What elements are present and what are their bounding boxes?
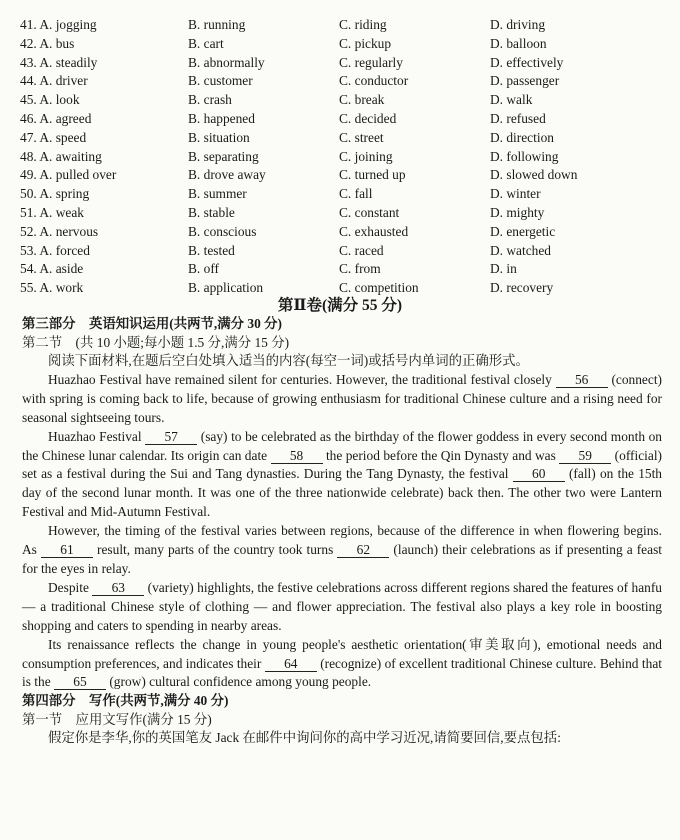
option-cell: B. application xyxy=(188,280,264,296)
section4-heading: 第四部分 写作(共两节,满分 40 分) xyxy=(22,693,229,709)
option-cell: B. customer xyxy=(188,73,253,89)
option-row xyxy=(20,35,660,54)
option-cell: 54. A. aside xyxy=(20,261,84,277)
passage-paragraph xyxy=(22,371,662,428)
option-row xyxy=(20,129,660,148)
passage-paragraph xyxy=(22,579,662,636)
option-cell: 47. A. speed xyxy=(20,129,87,145)
option-row xyxy=(20,72,660,91)
passage-text: Its renaissance reflects the change in young people's aesthetic orientation(审美取向), emotional needs and consumption preferences, and indicates their xyxy=(22,636,662,671)
option-cell: 50. A. spring xyxy=(20,186,90,202)
option-cell: B. summer xyxy=(188,186,247,202)
option-cell: 46. A. agreed xyxy=(20,110,92,126)
blank-56[interactable]: 56 xyxy=(556,372,608,388)
option-cell: C. regularly xyxy=(339,54,403,70)
option-cell: C. conductor xyxy=(339,73,409,89)
option-row xyxy=(20,110,660,129)
passage-text: (grow) cultural confidence among young people. xyxy=(106,674,372,690)
option-cell: B. abnormally xyxy=(188,54,265,70)
option-cell: C. decided xyxy=(339,110,397,126)
option-cell: D. slowed down xyxy=(490,167,578,183)
blank-59[interactable]: 59 xyxy=(559,448,611,464)
passage-text: (say) to be celebrated as the birthday of the flower goddess in every second month on the Chinese lunar calendar. Its origin can date xyxy=(22,428,662,463)
passage-text: (connect) with spring is coming back to life, because of growing enthusiasm for traditional Chinese culture and a rising need for seasonal sightseeing tours. xyxy=(22,371,662,425)
section3-heading: 第三部分 英语知识运用(共两节,满分 30 分) xyxy=(22,316,282,331)
blank-64[interactable]: 64 xyxy=(265,656,317,672)
section3-subheading: 第二节 (共 10 小题;每小题 1.5 分,满分 15 分) xyxy=(22,334,290,350)
passage-paragraph xyxy=(22,522,662,579)
instruction: 阅读下面材料,在题后空白处填入适当的内容(每空一词)或括号内单词的正确形式。 xyxy=(48,353,529,368)
option-cell: D. effectively xyxy=(490,54,564,70)
option-row xyxy=(20,54,660,73)
option-cell: C. raced xyxy=(339,242,384,258)
option-cell: C. from xyxy=(339,261,381,277)
passage-text: the period before the Qin Dynasty and was xyxy=(322,447,560,463)
passage-text: Huazhao Festival have remained silent for centuries. However, the traditional festival closely xyxy=(48,371,556,387)
option-cell: C. riding xyxy=(339,17,387,32)
option-cell: B. stable xyxy=(188,204,235,220)
option-cell: 44. A. driver xyxy=(20,73,88,89)
option-cell: 55. A. work xyxy=(20,280,84,296)
option-cell: D. passenger xyxy=(490,73,560,89)
passage-text: result, many parts of the country took turns xyxy=(92,542,338,558)
blank-65[interactable]: 65 xyxy=(54,674,106,690)
option-cell: D. direction xyxy=(490,129,554,145)
option-cell: 51. A. weak xyxy=(20,204,84,220)
option-cell: D. in xyxy=(490,261,517,277)
option-row xyxy=(20,185,660,204)
option-cell: C. fall xyxy=(339,186,373,202)
section4-subheading: 第一节 应用文写作(满分 15 分) xyxy=(22,711,212,727)
option-cell: C. pickup xyxy=(339,35,392,51)
option-cell: C. constant xyxy=(339,204,400,220)
blank-61[interactable]: 61 xyxy=(41,542,93,558)
option-row xyxy=(20,242,660,261)
option-cell: C. joining xyxy=(339,148,393,164)
option-cell: B. running xyxy=(188,17,246,32)
passage-text: However, the timing of the festival varies between regions, because of the difference in when flowering begins. As xyxy=(22,523,662,558)
option-row xyxy=(20,166,660,185)
option-cell: D. energetic xyxy=(490,223,556,239)
passage-paragraph xyxy=(22,428,662,523)
option-cell: D. driving xyxy=(490,17,546,32)
option-cell: 48. A. awaiting xyxy=(20,148,102,164)
option-row xyxy=(20,148,660,167)
option-row xyxy=(20,260,660,279)
blank-63[interactable]: 63 xyxy=(92,580,144,596)
option-cell: D. walk xyxy=(490,92,533,108)
option-cell: C. turned up xyxy=(339,167,406,183)
option-cell: D. mighty xyxy=(490,204,545,220)
blank-62[interactable]: 62 xyxy=(337,542,389,558)
option-cell: D. refused xyxy=(490,110,546,126)
option-cell: C. street xyxy=(339,129,384,145)
passage-text: (launch) their celebrations as if presenting a feast for the eyes in relay. xyxy=(22,542,662,576)
passage-text: (variety) highlights, the festive celebrations across different regions shared the features of hanfu — a traditional Chinese style of clothing — and flower appreciation. The festival also plays a key role in boosting shopping and caters to spending in nearby areas. xyxy=(22,579,662,633)
option-cell: C. competition xyxy=(339,280,419,296)
option-cell: B. cart xyxy=(188,35,224,51)
option-cell: B. happened xyxy=(188,110,255,126)
option-cell: 45. A. look xyxy=(20,92,80,108)
option-cell: B. conscious xyxy=(188,223,257,239)
passage-text: Despite xyxy=(48,579,93,595)
option-cell: D. following xyxy=(490,148,559,164)
option-cell: B. separating xyxy=(188,148,259,164)
option-cell: C. exhausted xyxy=(339,223,409,239)
option-cell: D. winter xyxy=(490,186,541,202)
option-cell: 42. A. bus xyxy=(20,35,75,51)
option-cell: C. break xyxy=(339,92,385,108)
option-cell: B. crash xyxy=(188,92,232,108)
passage-block xyxy=(22,315,662,748)
option-cell: B. drove away xyxy=(188,167,266,183)
passage-paragraph xyxy=(22,636,662,693)
blank-58[interactable]: 58 xyxy=(271,448,323,464)
option-row xyxy=(20,91,660,110)
option-cell: B. off xyxy=(188,261,219,277)
passage-text: (official) set as a festival during the Sui and Tang dynasties. During the Tang Dynasty, the festival xyxy=(22,447,662,482)
option-cell: B. situation xyxy=(188,129,250,145)
option-row xyxy=(20,204,660,223)
passage-text: Huazhao Festival xyxy=(48,428,146,444)
option-cell: 41. A. jogging xyxy=(20,17,97,32)
part-two-title: 第Ⅱ卷(满分 55 分) xyxy=(277,297,403,314)
option-cell: 53. A. forced xyxy=(20,242,90,258)
option-cell: B. tested xyxy=(188,242,235,258)
blank-60[interactable]: 60 xyxy=(513,466,565,482)
writing-prompt: 假定你是李华,你的英国笔友 Jack 在邮件中询问你的高中学习近况,请简要回信,要点包括: xyxy=(48,730,561,746)
option-cell: 52. A. nervous xyxy=(20,223,99,239)
passage-text: (recognize) of excellent traditional Chinese culture. Behind that is the xyxy=(22,655,662,690)
options-table xyxy=(20,16,660,298)
option-row xyxy=(20,223,660,242)
option-row xyxy=(20,16,660,35)
option-cell: 49. A. pulled over xyxy=(20,167,117,183)
blank-57[interactable]: 57 xyxy=(145,429,197,445)
option-cell: D. balloon xyxy=(490,35,547,51)
option-cell: 43. A. steadily xyxy=(20,54,98,70)
option-cell: D. recovery xyxy=(490,280,554,296)
passage-text: (fall) on the 15th day of the second lunar month. It was one of the three nationwide celebrate) back then. The other two were Lantern Festival and Mid-Autumn Festival. xyxy=(22,466,662,520)
option-cell: D. watched xyxy=(490,242,551,258)
